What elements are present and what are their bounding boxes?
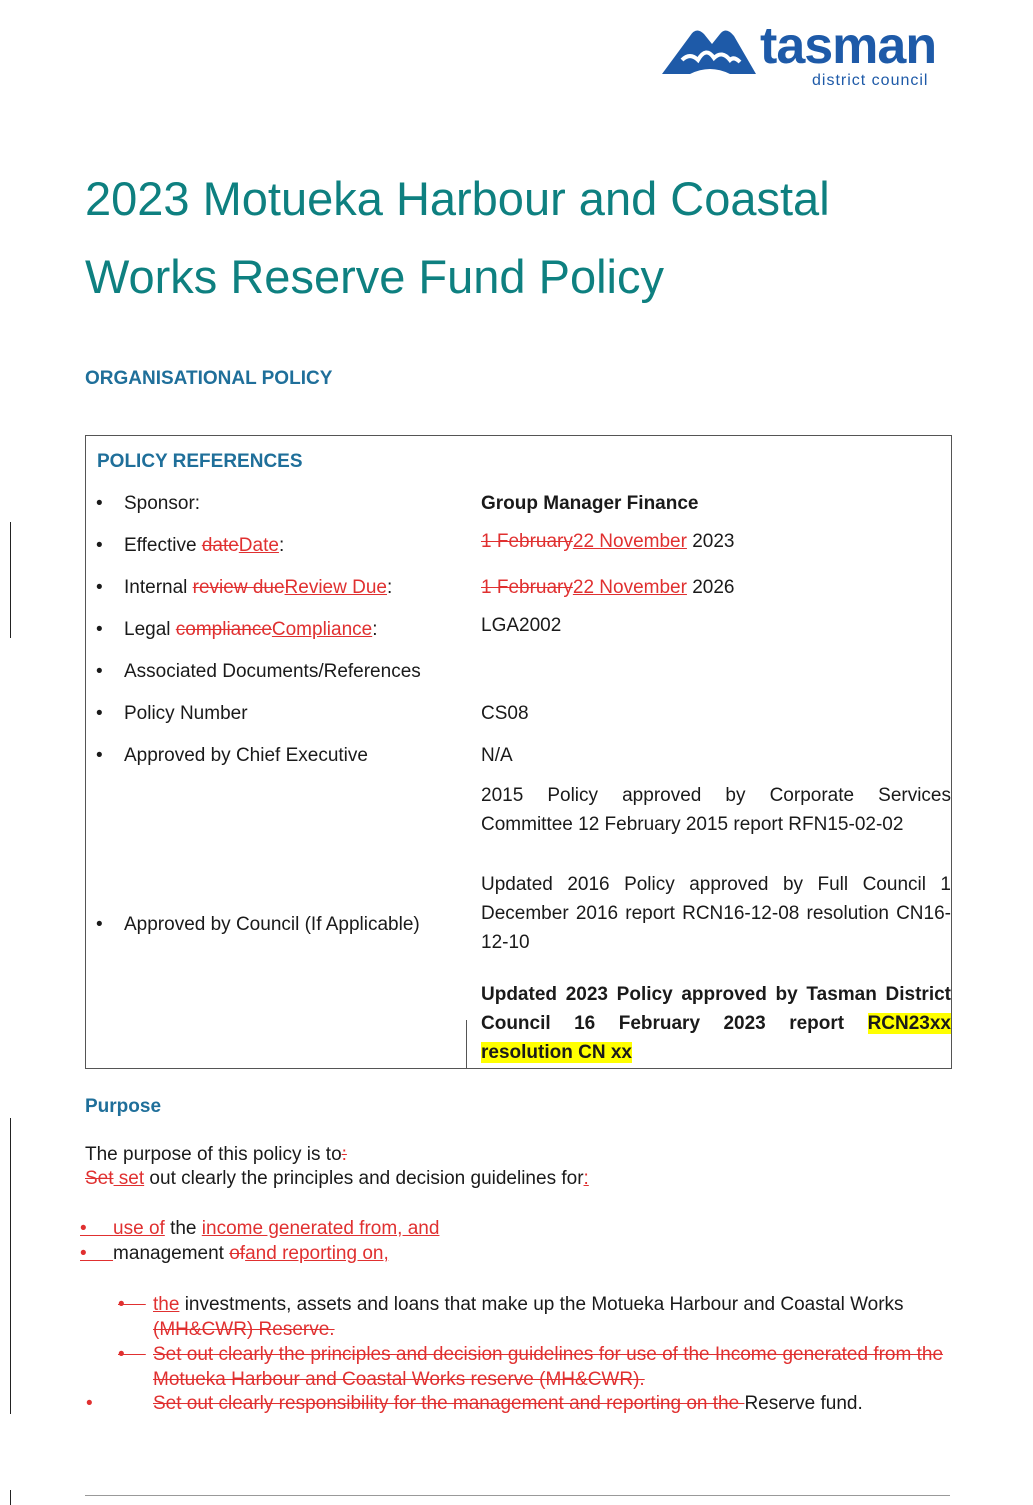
sponsor-value: Group Manager Finance <box>481 493 699 514</box>
highlighted-resolution: RCN23xx resolution CN xx <box>481 1013 951 1063</box>
sponsor-label: • Sponsor: <box>96 489 200 518</box>
chief-executive-label: • Approved by Chief Executive <box>96 741 368 770</box>
council-approval-2016: Updated 2016 Policy approved by Full Council 1 December 2016 report RCN16-12-08 resolution CN16-12-10 <box>481 874 951 953</box>
purpose-sub-bullet-2: • Set out clearly the principles and decision guidelines for use of the Income generated from the Motueka Harbour and Coastal Works reserve (MH&CWR). <box>118 1344 944 1390</box>
change-bar <box>10 522 11 638</box>
column-divider <box>466 1020 467 1068</box>
purpose-sub-bullet-3: • Set out clearly responsibility for the management and reporting on the Reserve fund. <box>86 1393 863 1414</box>
policy-references-heading: POLICY REFERENCES <box>97 451 303 472</box>
tasman-logo <box>660 12 950 92</box>
change-bar <box>10 1118 11 1414</box>
bullet-icon: • <box>86 1393 93 1414</box>
page-title: 2023 Motueka Harbour and Coastal Works Reserve Fund Policy <box>85 172 830 303</box>
policy-number-label: • Policy Number <box>96 699 248 728</box>
logo-wordmark: tasman <box>760 17 937 75</box>
bullet-icon: • <box>118 1294 146 1315</box>
purpose-bullet-2: • management ofand reporting on, <box>80 1243 389 1264</box>
mountain-logo-icon <box>660 16 760 86</box>
policy-references-box <box>85 435 952 1069</box>
logo-subtitle: district council <box>812 72 929 89</box>
change-bar <box>10 1490 11 1505</box>
bullet-icon: • <box>80 1243 114 1264</box>
purpose-line-2: Set set out clearly the principles and decision guidelines for: <box>85 1168 589 1189</box>
organisational-policy-label: ORGANISATIONAL POLICY <box>85 368 333 389</box>
council-approval-2023: Updated 2023 Policy approved by Tasman District Council 16 February 2023 report RCN23xx resolution CN xx <box>481 984 951 1063</box>
purpose-bullet-1: • use of the income generated from, and <box>80 1218 440 1239</box>
purpose-sub-bullet-1: • the investments, assets and loans that make up the Motueka Harbour and Coastal Works (MH&CWR) Reserve. <box>118 1294 904 1340</box>
bullet-icon: • <box>118 1344 146 1365</box>
legal-compliance-label: • Legal complianceCompliance: <box>96 615 378 644</box>
policy-number-value: CS08 <box>481 703 529 724</box>
purpose-heading: Purpose <box>85 1096 162 1117</box>
review-due-value: 1 February22 November 2026 <box>481 577 735 598</box>
footer-rule <box>85 1495 950 1496</box>
effective-date-value: 1 February22 November 2023 <box>481 531 735 552</box>
bullet-icon: • <box>80 1218 114 1239</box>
review-due-label: • Internal review dueReview Due: <box>96 573 392 602</box>
purpose-intro: The purpose of this policy is to: <box>85 1144 347 1165</box>
council-approval-2015: 2015 Policy approved by Corporate Services Committee 12 February 2015 report RFN15-02-02 <box>481 785 951 835</box>
legal-compliance-value: LGA2002 <box>481 615 562 636</box>
chief-executive-value: N/A <box>481 745 513 766</box>
associated-documents-label: • Associated Documents/References <box>96 657 421 686</box>
effective-date-label: • Effective dateDate: <box>96 531 284 560</box>
council-approval-label: • Approved by Council (If Applicable) <box>96 910 420 939</box>
